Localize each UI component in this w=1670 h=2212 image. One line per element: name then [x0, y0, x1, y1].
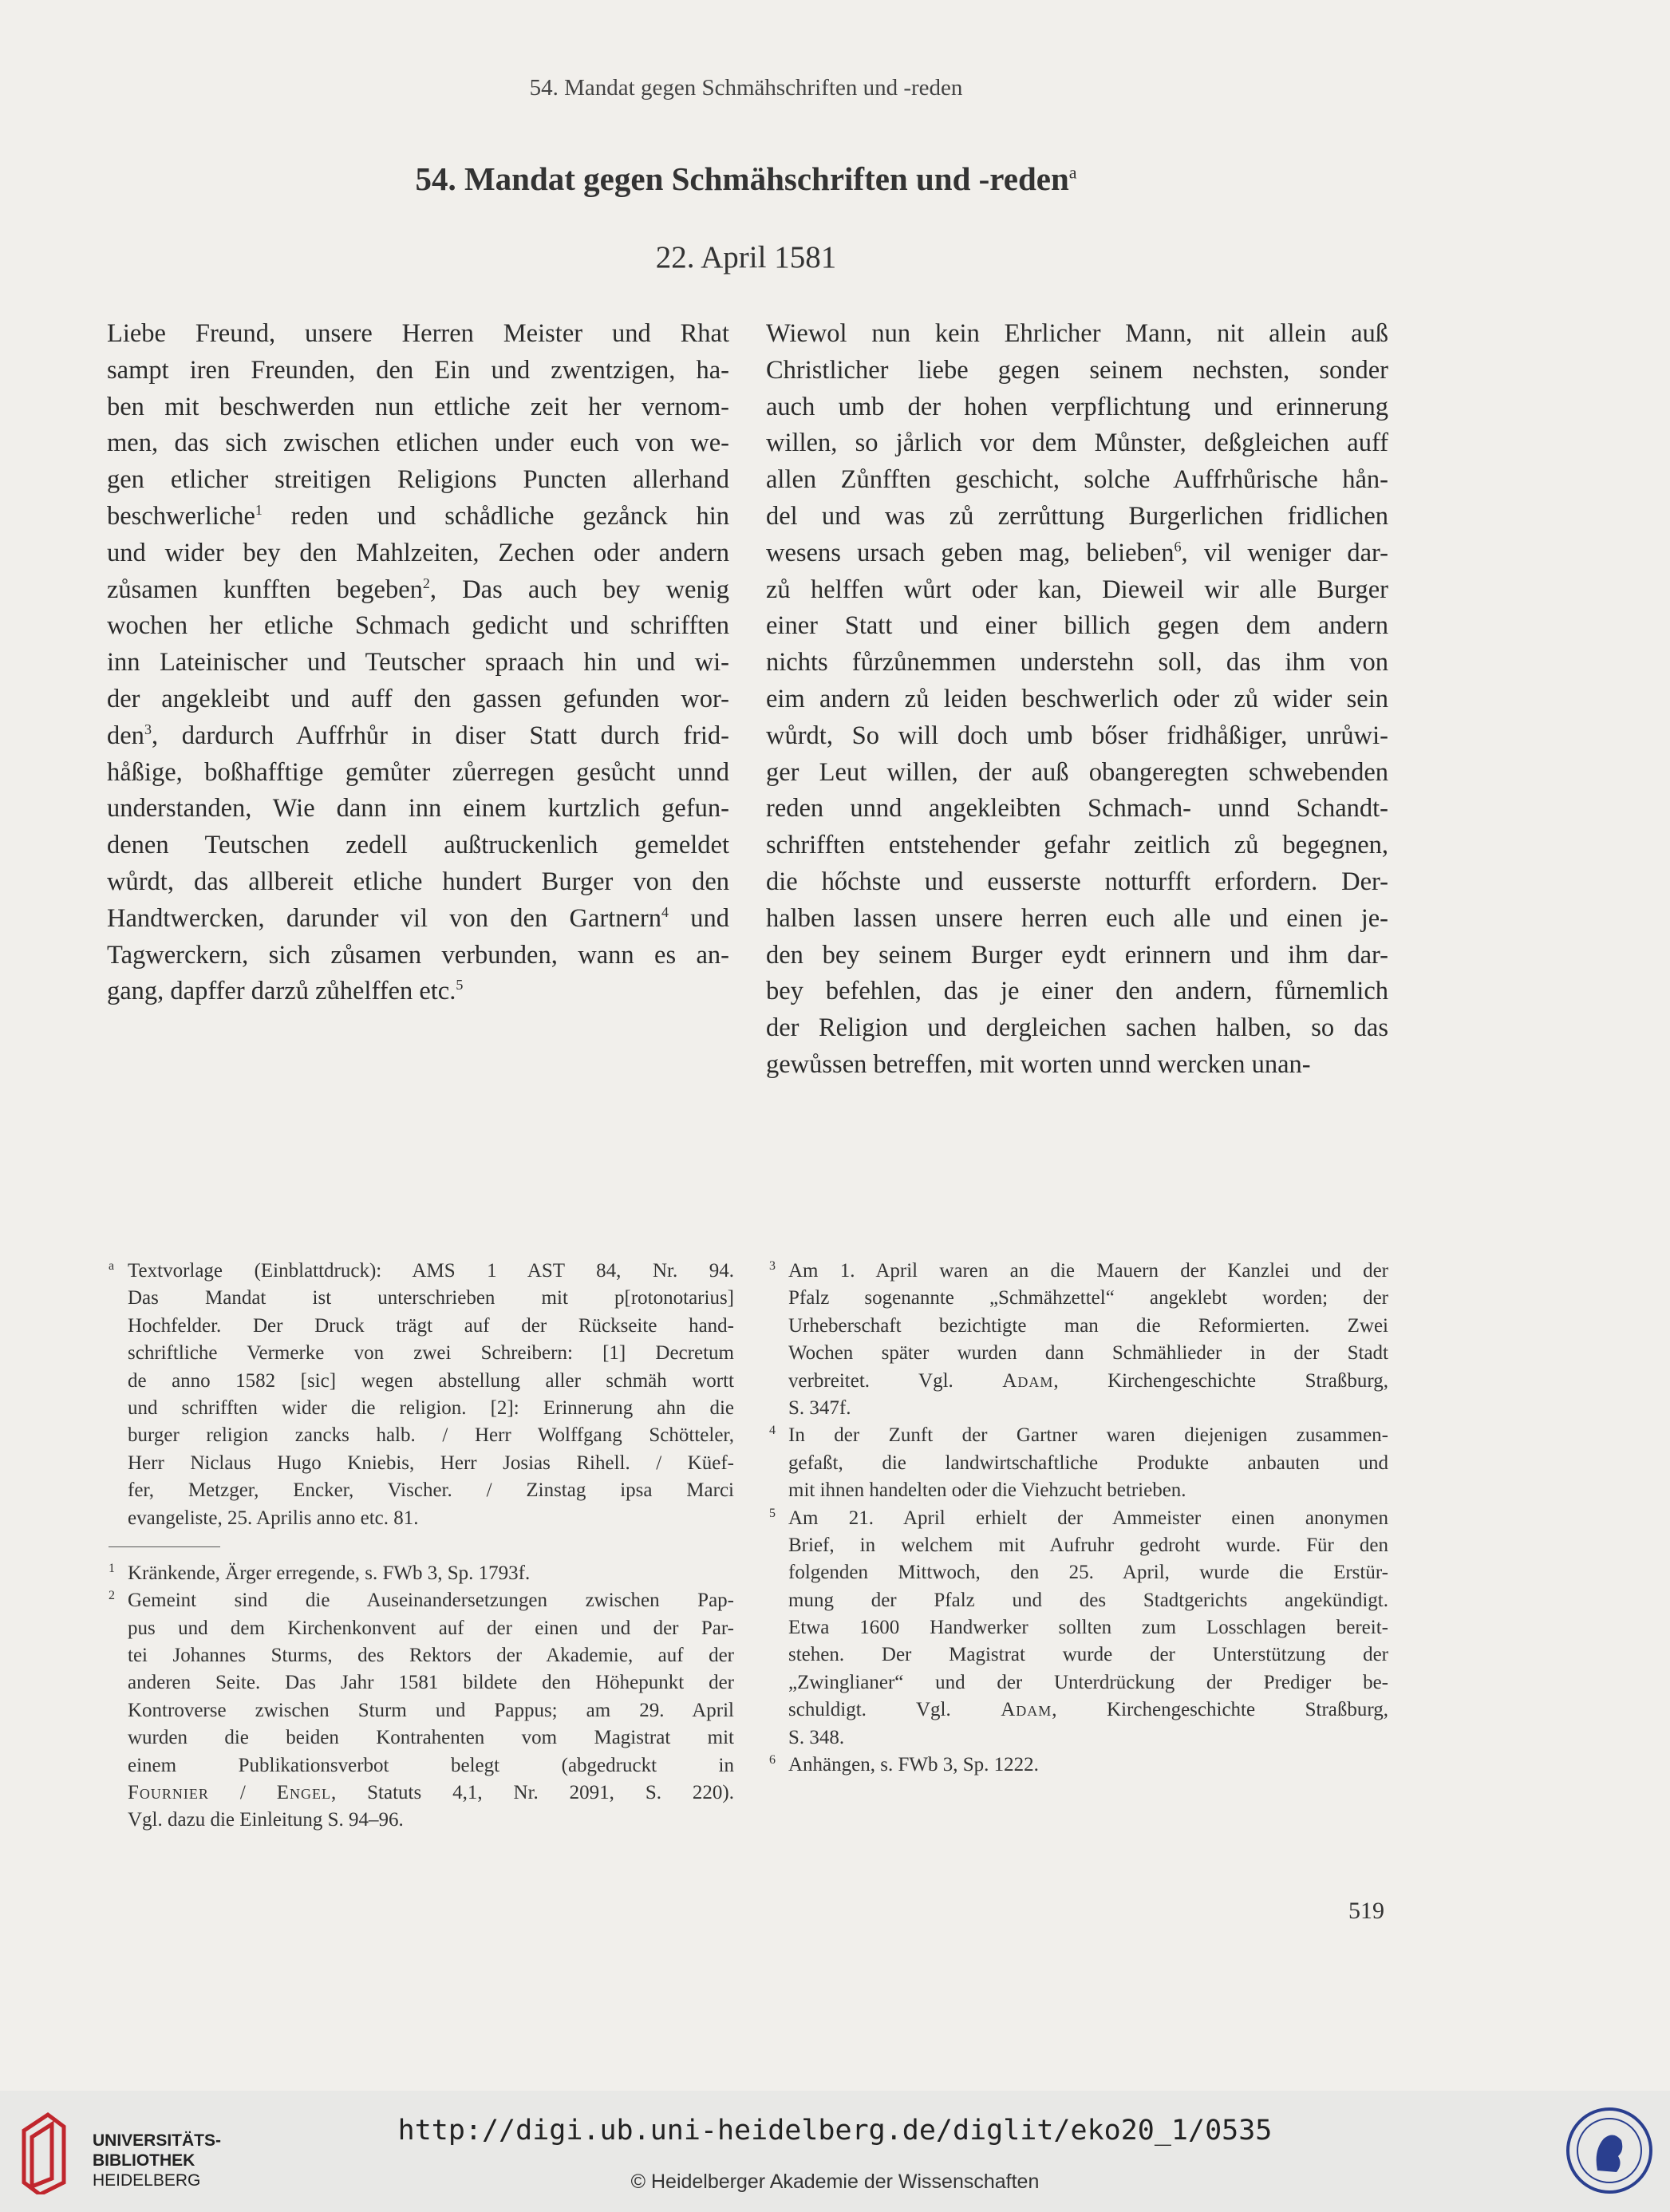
text-segment: und [668, 903, 730, 933]
footnote-mark: 1 [109, 1561, 115, 1575]
text-segment: inn Lateinischer und Teutscher spraach hin und wi- [107, 648, 729, 677]
text-segment: denen Teutschen zedell außtruckenlich gemeldet [107, 831, 729, 860]
text-segment: gang, dapffer darzů zůhelffen etc. [107, 977, 456, 1006]
footnote-2 [109, 1587, 734, 1835]
text-line [107, 901, 729, 938]
text-line [107, 828, 729, 864]
footnote-line: evangeliste, 25. Aprilis anno etc. 81. [128, 1507, 419, 1529]
text-segment: ben mit beschwerden nun ettliche zeit her vernom- [107, 392, 729, 421]
text-segment: der angekleibt und auff den gassen gefunden wor- [107, 684, 729, 713]
text-line [107, 353, 729, 389]
footnote-line: Urheberschaft bezichtigte man die Reformierten. Zwei [788, 1314, 1388, 1337]
footnotes-right [769, 1258, 1388, 1779]
footnote-line: wurden die beiden Kontrahenten vom Magistrat mit [128, 1727, 734, 1749]
text-line: den bey seinem Burger eydt erinnern und ihm dar- [766, 940, 1388, 970]
footnote-line: mung der Pfalz und des Stadtgerichts angekündigt. [788, 1589, 1388, 1611]
text-segment: understanden, Wie dann inn einem kurtzlich gefun- [107, 794, 729, 824]
text-segment: Liebe Freund, unsere Herren Meister und Rhat [107, 319, 729, 348]
footnote-line: Am 1. April waren an die Mauern der Kanzlei und der [788, 1260, 1388, 1282]
text-line: gewůssen betreffen, mit worten unnd wercken unan- [766, 1049, 1311, 1079]
footnote-line: Vgl. dazu die Einleitung S. 94–96. [128, 1809, 404, 1831]
text-line [107, 938, 729, 974]
text-line: eim andern zů leiden beschwerlich oder zů wider sein [766, 684, 1388, 713]
footnote-line: pus und dem Kirchenkonvent auf der einen und der Par- [128, 1617, 734, 1639]
text-segment: , dardurch Auffrhůr in diser Statt durch frid- [151, 721, 729, 750]
footnote-6 [769, 1752, 1388, 1779]
footnote-line: Kränkende, Ärger erregende, s. FWb 3, Sp. 1793f. [128, 1562, 531, 1584]
footnote-mark: 6 [769, 1753, 776, 1768]
text-line: del und was zů zerrůttung Burgerlichen fridlichen [766, 501, 1388, 531]
footnote-line: S. 347f. [788, 1396, 851, 1419]
footnote-reference: 5 [456, 977, 464, 993]
footnote-reference: 6 [1174, 538, 1182, 555]
footnote-line: Hochfelder. Der Druck trägt auf der Rückseite hand- [128, 1314, 734, 1337]
footnote-line: Gemeint sind die Auseinandersetzungen zwischen Pap- [128, 1590, 734, 1612]
document-title [0, 160, 1492, 198]
text-line [107, 791, 729, 828]
footnote-line: S. 348. [788, 1726, 845, 1748]
footnote-reference: 2 [422, 575, 430, 591]
document-date: 22. April 1581 [655, 240, 837, 275]
text-segment: sampt iren Freunden, den Ein und zwentzigen, ha- [107, 355, 729, 385]
footnote-line: Wochen später wurden dann Schmählieder in der Stadt [788, 1342, 1388, 1365]
text-line: schrifften entstehender gefahr zeitlich zů begegnen, [766, 831, 1388, 860]
title-note-mark: a [1068, 162, 1077, 183]
text-line: der Religion und dergleichen sachen halben, so das [766, 1013, 1388, 1043]
text-line: nichts fůrzůnemmen understehn soll, das ihm von [766, 648, 1388, 677]
footnote-a [109, 1258, 734, 1532]
text-line [107, 572, 729, 609]
text-line [107, 389, 729, 426]
text-line [107, 462, 729, 499]
text-segment: Tagwerckern, sich zůsamen verbunden, wann es an- [107, 940, 729, 970]
footnote-line: burger religion zancks halb. / Herr Wolffgang Schötteler, [128, 1424, 734, 1447]
footnote-line: fer, Metzger, Encker, Vischer. / Zinstag ipsa Marci [128, 1479, 734, 1502]
text-line: halben lassen unsere herren euch alle und einen je- [766, 903, 1388, 933]
running-head: 54. Mandat gegen Schmähschriften und -reden [529, 75, 963, 101]
text-segment: men, das sich zwischen etlichen under euch von we- [107, 429, 729, 458]
footnote-mark: a [109, 1259, 115, 1273]
permalink-url[interactable]: http://digi.ub.uni-heidelberg.de/diglit/eko20_1/0535 [397, 2115, 1273, 2147]
footnote-line: schriftliche Vermerke von zwei Schreibern: [1] Decretum [128, 1342, 734, 1365]
footnote-line: stehen. Der Magistrat wurde der Unterstützung der [788, 1644, 1388, 1666]
footnote-line: Fournier / Engel, Statuts 4,1, Nr. 2091, S. 220). [128, 1782, 734, 1804]
text-line: Christlicher liebe gegen seinem nechsten, sonder [766, 355, 1388, 385]
title-text: 54. Mandat gegen Schmähschriften und -reden [415, 160, 1069, 197]
text-line [107, 608, 729, 645]
library-name-line-1: UNIVERSITÄTS- [93, 2131, 222, 2150]
footnote-separator [109, 1546, 220, 1547]
text-line: auch umb der hohen verpflichtung und erinnerung [766, 392, 1388, 421]
footnote-line: und schrifften wider die religion. [2]: Erinnerung ahn die [128, 1396, 734, 1419]
footnote-line: folgenden Mittwoch, den 25. April, wurde die Erstür- [788, 1562, 1388, 1584]
text-line [107, 681, 729, 718]
page-number: 519 [1348, 1898, 1384, 1924]
footnote-line: Herr Niclaus Hugo Kniebis, Herr Josias Rihell. / Küef- [128, 1452, 734, 1474]
academy-seal-icon [1565, 2107, 1653, 2194]
footnotes-left [109, 1258, 734, 1835]
text-segment: beschwerliche [107, 501, 255, 531]
footnote-line: Brief, in welchem mit Aufruhr gedroht wurde. Für den [788, 1534, 1388, 1556]
text-line: wesens ursach geben mag, belieben$^6$, vil weniger dar- [766, 538, 1389, 567]
footnote-line: verbreitet. Vgl. Adam, Kirchengeschichte Straßburg, [788, 1369, 1388, 1392]
footnote-line: tei Johannes Sturms, des Rektors der Akademie, auf der [128, 1645, 734, 1667]
footnote-line: de anno 1582 [sic] wegen abstellung aller schmäh wortt [128, 1369, 734, 1392]
footnote-line: schuldigt. Vgl. Adam, Kirchengeschichte Straßburg, [788, 1699, 1388, 1721]
text-line: Wiewol nun kein Ehrlicher Mann, nit allein auß [766, 319, 1388, 348]
footnote-4 [769, 1422, 1388, 1504]
text-line [107, 535, 729, 572]
footnote-mark: 3 [769, 1259, 776, 1273]
text-segment: Handtwercken, darunder vil von den Gartnern [107, 903, 661, 933]
footnote-mark: 5 [769, 1506, 776, 1520]
footnote-line: Pfalz sogenannte „Schmähzettel“ angeklebt worden; der [788, 1287, 1388, 1309]
text-segment: und wider bey den Mahlzeiten, Zechen oder andern [107, 538, 729, 567]
text-segment: håßige, boßhafftige gemůter zůerregen gesůcht unnd [107, 757, 729, 787]
text-line [107, 425, 729, 462]
library-name-line-3: HEIDELBERG [93, 2171, 201, 2190]
footnote-reference: 4 [661, 903, 669, 920]
text-line: willen, so jårlich vor dem Můnster, deßgleichen auff [766, 429, 1388, 458]
footnote-line: „Zwinglianer“ und der Unterdrückung der Prediger be- [788, 1671, 1388, 1693]
text-line: die hőchste und eusserste notturfft erfordern. Der- [766, 867, 1388, 896]
footnote-line: mit ihnen handelten oder die Viehzucht betrieben. [788, 1479, 1186, 1502]
text-line [107, 645, 729, 681]
footnote-line: Das Mandat ist unterschrieben mit p[rotonotarius] [128, 1287, 734, 1309]
body-column-left [107, 316, 729, 1010]
footnote-5 [769, 1505, 1388, 1752]
text-line: allen Zůnfften geschicht, solche Auffrhůrische hån- [766, 465, 1388, 495]
footnote-1 [109, 1560, 734, 1587]
footnote-line: Kontroverse zwischen Sturm und Pappus; am 29. April [128, 1699, 734, 1721]
text-line [107, 499, 729, 535]
text-segment: wůrdt, das allbereit etliche hundert Burger von den [107, 867, 729, 896]
text-line: einer Statt und einer billich gegen dem andern [766, 611, 1388, 641]
text-line [107, 974, 729, 1010]
text-line: wůrdt, So will doch umb bőser fridhåßiger, unrůwi- [766, 721, 1388, 750]
copyright-notice: © Heidelberger Akademie der Wissenschaften [630, 2171, 1040, 2193]
text-segment: reden und schådliche gezånck hin [262, 501, 729, 531]
text-segment: zůsamen kunfften begeben [107, 575, 423, 604]
footnote-line: Anhängen, s. FWb 3, Sp. 1222. [788, 1754, 1039, 1776]
footnote-line: einem Publikationsverbot belegt (abgedruckt in [128, 1754, 734, 1776]
text-segment: den [107, 721, 144, 750]
text-line [107, 316, 729, 353]
text-line: bey befehlen, das je einer den andern, fůrnemlich [766, 977, 1388, 1006]
library-name-line-2: BIBLIOTHEK [93, 2151, 195, 2170]
footnote-line: anderen Seite. Das Jahr 1581 bildete den Höhepunkt der [128, 1672, 734, 1694]
footnote-mark: 2 [109, 1589, 115, 1603]
footnote-line: Textvorlage (Einblattdruck): AMS 1 AST 84, Nr. 94. [128, 1260, 734, 1282]
footnote-line: In der Zunft der Gartner waren diejenigen zusammen- [788, 1424, 1388, 1447]
viewer-footer [0, 2091, 1670, 2212]
footnote-line: gefaßt, die landwirtschaftliche Produkte anbauten und [788, 1452, 1388, 1474]
text-segment: , Das auch bey wenig [429, 575, 729, 604]
text-segment: gen etlicher streitigen Religions Puncten allerhand [107, 465, 729, 495]
text-line [107, 718, 729, 755]
footnote-mark: 4 [769, 1424, 776, 1438]
text-line: reden unnd angekleibten Schmach- unnd Schandt- [766, 794, 1388, 824]
text-line: zů helffen wůrt oder kan, Dieweil wir alle Burger [766, 575, 1388, 604]
footnote-reference: 1 [255, 502, 263, 519]
footnote-reference: 3 [144, 721, 152, 737]
text-segment: wochen her etliche Schmach gedicht und schrifften [107, 611, 729, 641]
text-line: ger Leut willen, der auß obangeregten schwebenden [766, 757, 1388, 787]
text-line [107, 864, 729, 901]
footnote-line: Am 21. April erhielt der Ammeister einen anonymen [788, 1507, 1388, 1529]
body-column-right [766, 316, 1388, 1084]
footnote-3 [769, 1258, 1388, 1422]
text-line [107, 755, 729, 792]
footnote-line: Etwa 1600 Handwerker sollten zum Losschlagen bereit- [788, 1617, 1388, 1639]
